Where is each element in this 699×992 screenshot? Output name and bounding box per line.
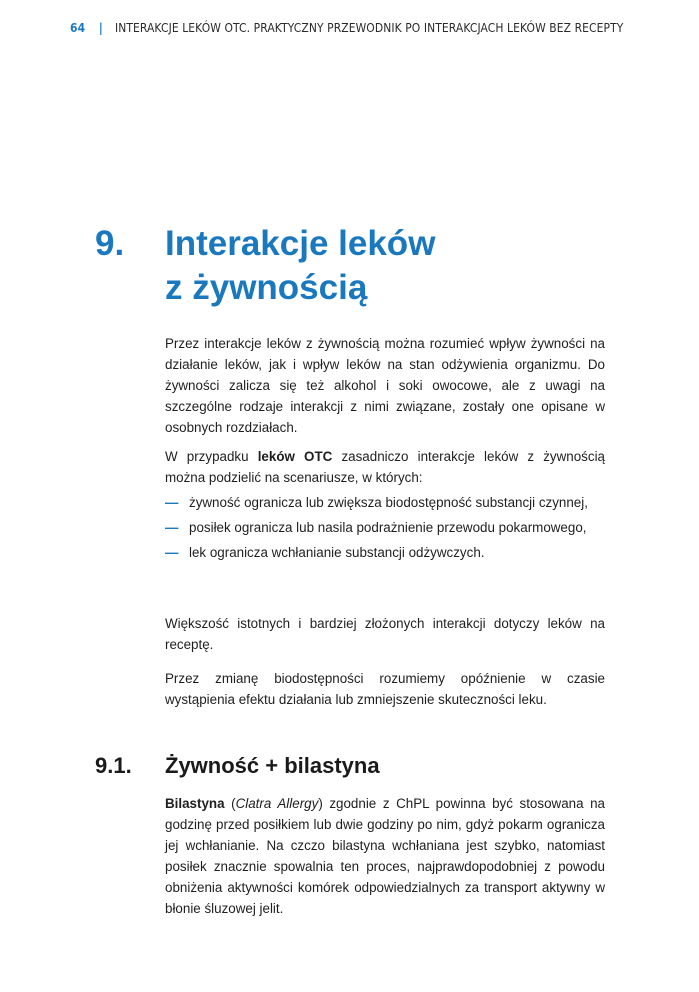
paragraph-otc-lead: W przypadku [165,449,258,464]
chapter-number: 9. [95,224,125,263]
list-item-text: żywność ogranicza lub zwiększa biodostępność substancji czynnej, [189,495,588,510]
bilastine-paren-open: ( [224,796,236,811]
paragraph-otc-bold: leków OTC [257,449,333,464]
bilastine-term: Bilastyna [165,796,225,811]
section-number: 9.1. [95,753,132,778]
paragraph-prescription [165,613,605,655]
paragraph-bioavailability [165,668,605,710]
page-number: 64 [70,20,86,35]
list-dash: — [165,495,179,510]
chapter-title [165,222,585,310]
paragraph-bioavailability-text: Przez zmianę biodostępności rozumiemy opóźnienie w czasie wystąpienia efektu działania lub zmniejszenie skuteczności leku. [165,671,605,707]
bilastine-body: ) zgodnie z ChPL powinna być stosowana na godzinę przed posiłkiem lub dwie godziny po nim, gdyż pokarm ogranicza jej wchłanianie. Na czczo bilastyna wchłaniana jest szybko, natomiast posiłek znacznie spowalnia ten proces, najprawdopodobniej z powodu obniżenia aktywności komórek odpowiedzialnych za transport aktywny w błonie śluzowej jelit. [165,796,606,916]
chapter-title-line-2: z żywnością [165,268,368,307]
list-item [165,517,605,538]
paragraph-otc [165,446,605,488]
running-title: INTERAKCJE LEKÓW OTC. PRAKTYCZNY PRZEWODNIK PO INTERAKCJACH LEKÓW BEZ RECEPTY [114,20,624,35]
paragraph-prescription-text: Większość istotnych i bardziej złożonych interakcji dotyczy leków na receptę. [165,616,605,652]
list-item [165,542,605,563]
running-header [70,20,624,35]
brand-name: Clatra Allergy [235,796,319,811]
section-title: Żywność + bilastyna [165,753,380,778]
paragraph-otc-tail: zasadniczo interakcje leków z żywnością można podzielić na scenariusze, w których: [165,449,606,485]
list-item [165,492,605,513]
list-item-text: lek ogranicza wchłanianie substancji odżywczych. [189,545,485,560]
paragraph-intro [165,333,605,438]
header-separator: | [98,20,103,35]
paragraph-bilastine [165,793,605,919]
chapter-title-line-1: Interakcje leków [165,224,436,263]
list-dash: — [165,520,179,535]
list-dash: — [165,545,179,560]
list-item-text: posiłek ogranicza lub nasila podrażnienie przewodu pokarmowego, [189,520,587,535]
paragraph-otc-text [165,446,605,488]
paragraph-bilastine-text [165,793,605,919]
scenario-list [165,492,605,567]
paragraph-intro-text: Przez interakcje leków z żywnością można rozumieć wpływ żywności na działanie leków, jak i wpływ leków na stan odżywienia organizmu. Do żywności zalicza się też alkohol i soki owocowe, ale z uwagi na szczególne rodzaje interakcji z nimi związane, zostały one opisane w osobnych rozdziałach. [165,336,605,435]
